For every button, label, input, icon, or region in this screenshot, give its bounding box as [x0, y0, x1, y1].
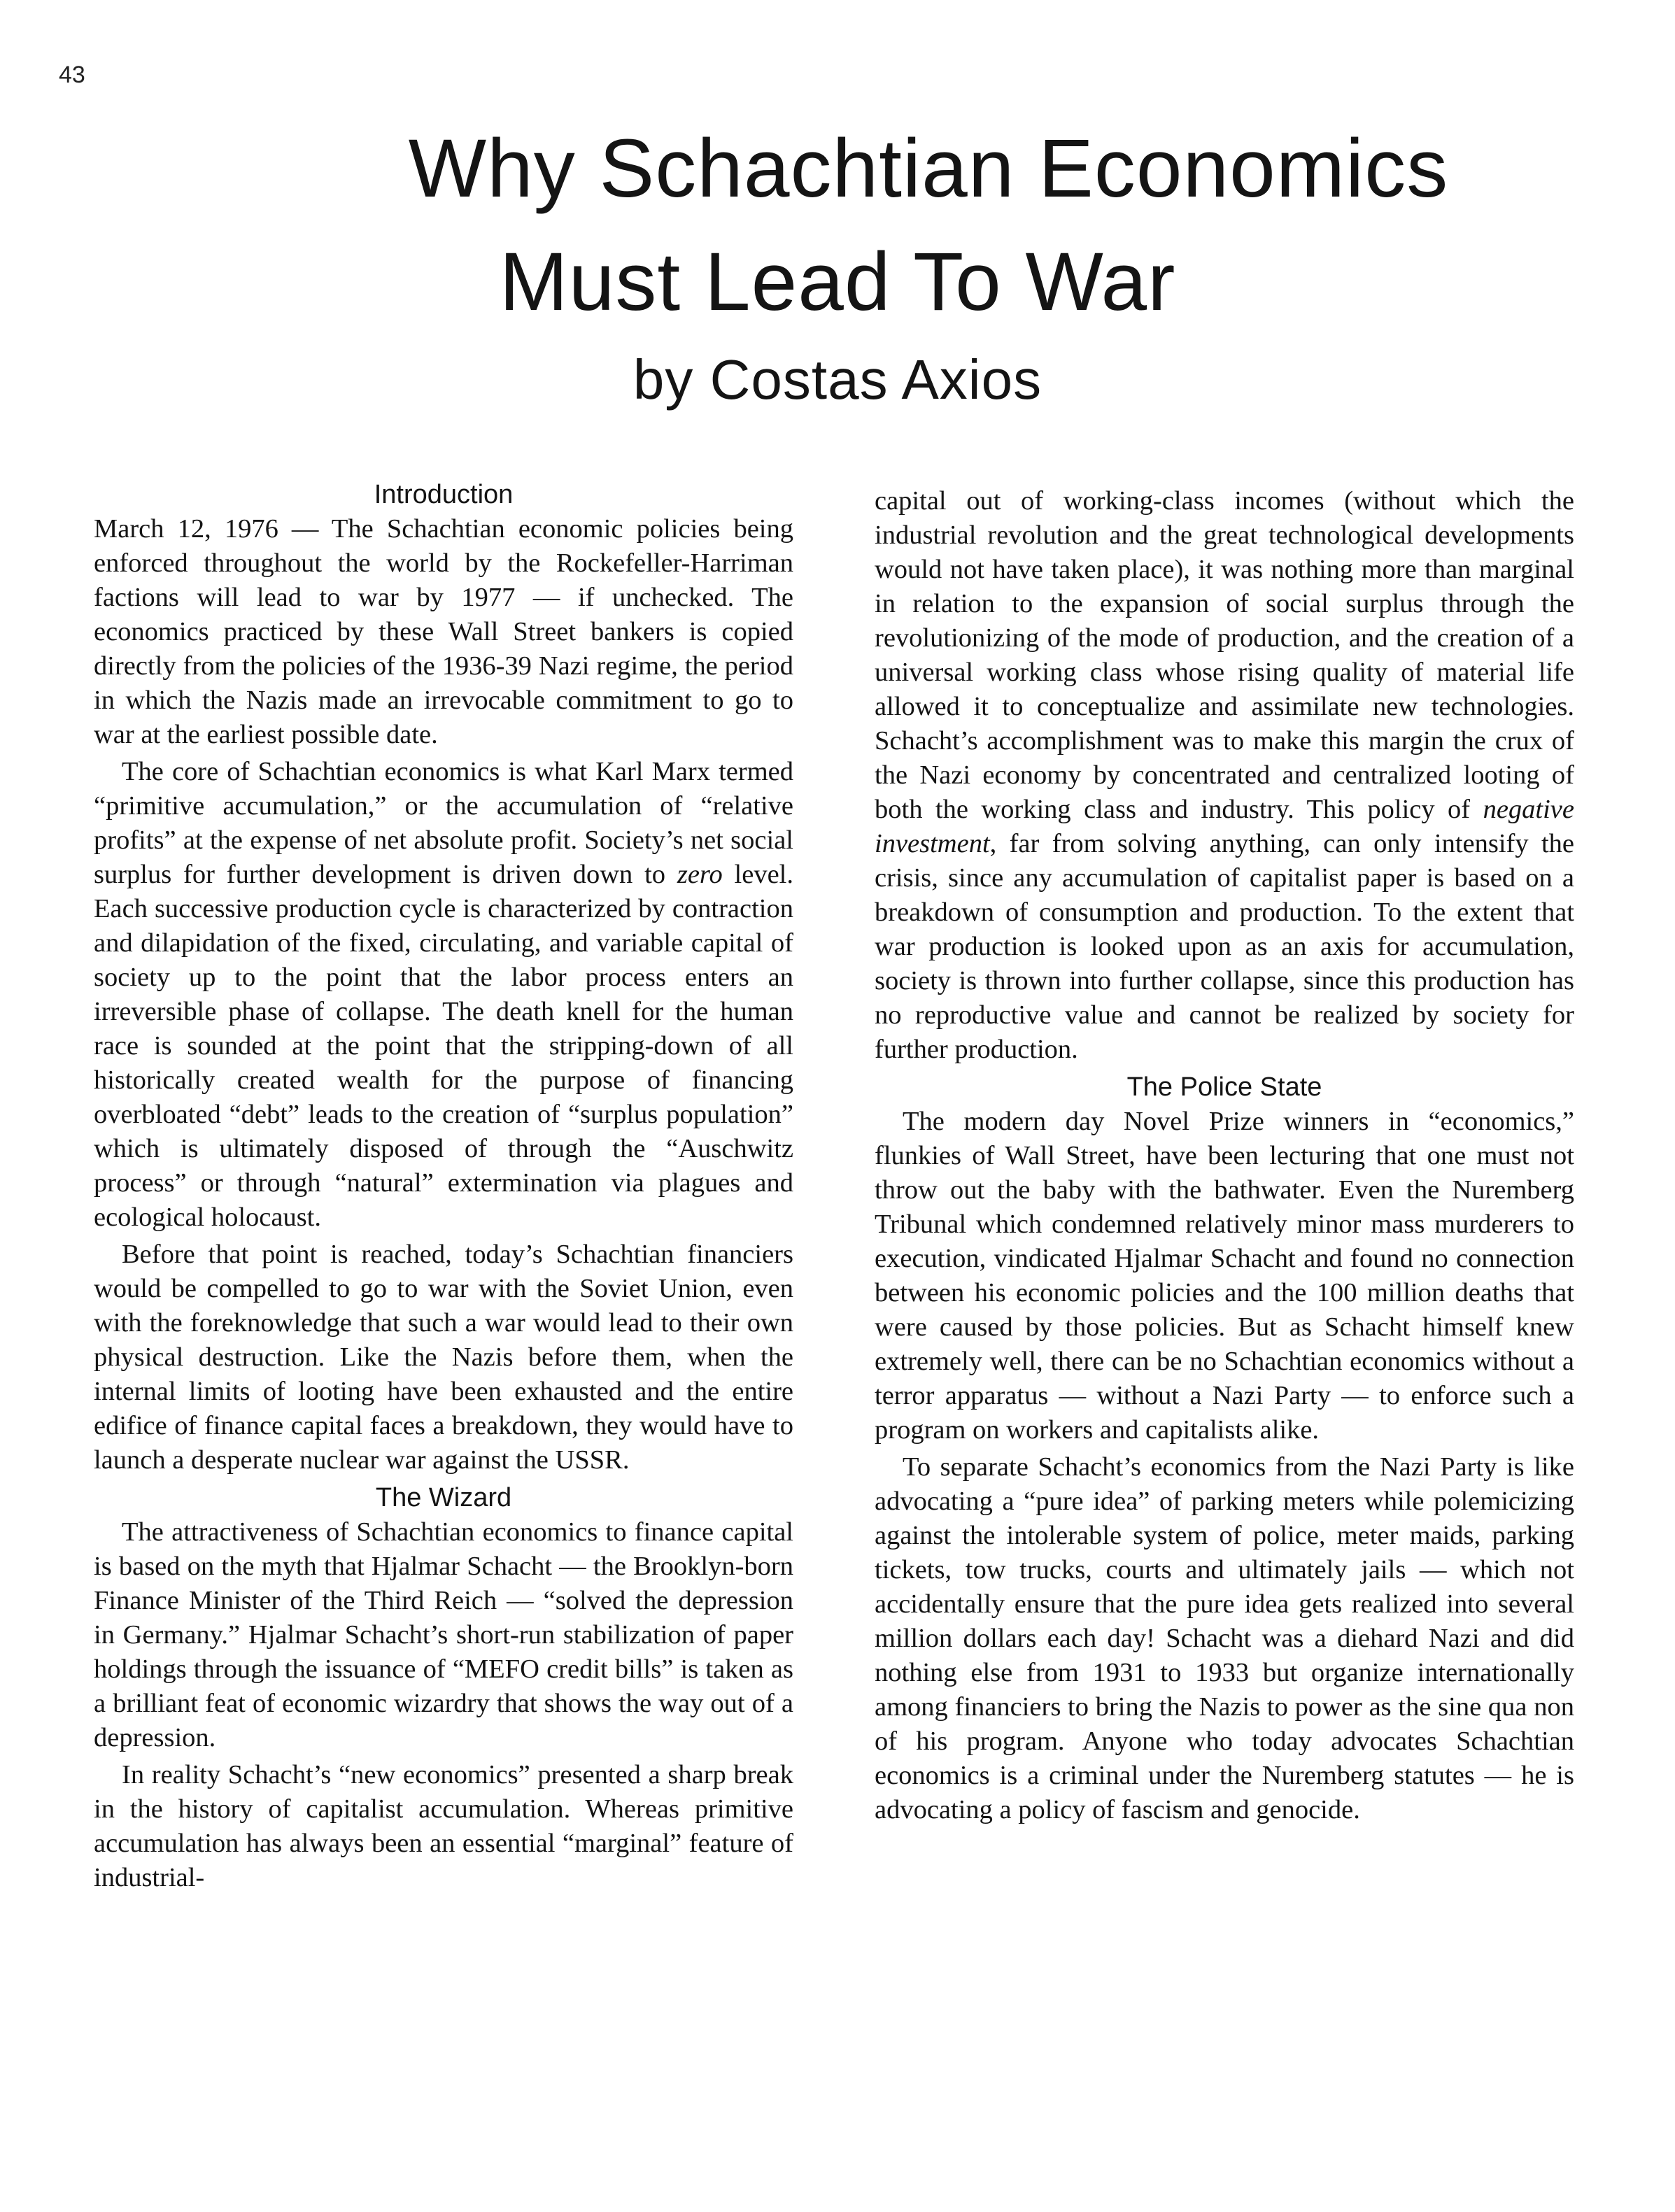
paragraph-text: The Schachtian economic policies being enforced throughout the world by the Rockefeller-Harriman factions will lead to war by 1977 — if unchecked. The economics practiced by these Wall Street bankers is copied directly from the policies of the 1936-39 Nazi regime, the period in which the Nazis made an irrevocable commitment to go to war at the earliest possible date. [94, 514, 793, 749]
paragraph-text: capital out of working-class incomes (without which the industrial revolution and the great technological developments would not have taken place), it was nothing more than marginal in relation to the expansion of social surplus through the revolutionizing of the mode of production, and the creation of a universal working class whose rising quality of material life allowed it to conceptualize and assimilate new technologies. Schacht’s accomplishment was to make this margin the crux of the Nazi economy by concentrated and centralized looting of both the working class and industry. This policy of [875, 486, 1574, 824]
paragraph: In reality Schacht’s “new economics” presented a sharp break in the history of capitalist accumulation. Whereas primitive accumulation has always been an essential “marginal” feature of industrial- [94, 1760, 793, 1892]
right-column [875, 484, 1574, 1830]
article-byline: by Costas Axios [632, 348, 1043, 411]
section-heading-introduction: Introduction [374, 480, 514, 509]
page-number: 43 [59, 62, 85, 88]
paragraph-text: The core of Schachtian economics is what Karl Marx termed “primitive accumulation,” or the accumulation of “relative profits” at the expense of net absolute profit. Society’s net social surplus for further development is driven down to [94, 757, 793, 889]
paragraph [94, 755, 793, 1235]
emphasis-text: negative investment [875, 795, 1574, 858]
emphasis-text: zero [677, 860, 723, 889]
paragraph: Before that point is reached, today’s Schachtian financiers would be compelled to go to war with the Soviet Union, even with the foreknowledge that such a war would lead to their own physical destruction. Like the Nazis before them, when the internal limits of looting have been exhausted and the entire edifice of finance capital faces a breakdown, they would have to launch a desperate nuclear war against the USSR. [94, 1240, 793, 1475]
paragraph: The modern day Novel Prize winners in “economics,” flunkies of Wall Street, have been lecturing that one must not throw out the baby with the bathwater. Even the Nuremberg Tribunal which condemned relatively minor mass murderers to execution, vindicated Hjalmar Schacht and found no connection between his economic policies and the 100 million deaths that were caused by those policies. But as Schacht himself knew extremely well, there can be no Schachtian economics without a terror apparatus — without a Nazi Party — to enforce such a program on workers and capitalists alike. [875, 1107, 1574, 1445]
section-heading-the-wizard: The Wizard [375, 1483, 512, 1512]
left-column [94, 476, 793, 1898]
article-title-line-1: Why Schachtian Economics [408, 122, 1449, 215]
paragraph: To separate Schacht’s economics from the Nazi Party is like advocating a “pure idea” of parking meters while polemicizing against the intolerable system of police, meter maids, parking tickets, tow trucks, courts and ultimately jails — which not accidentally ensure that the pure idea gets realized into several million dollars each day! Schacht was a diehard Nazi and did nothing else from 1931 to 1933 but organize internationally among financiers to bring the Nazis to power as the sine qua non of his program. Anyone who today advocates Schachtian economics is a criminal under the Nuremberg statutes — he is advocating a policy of fascism and genocide. [875, 1452, 1574, 1824]
dateline: March 12, 1976 — [94, 514, 319, 544]
paragraph [94, 512, 793, 752]
article-header [0, 112, 1675, 418]
paragraph [875, 484, 1574, 1067]
article-title-line-2: Must Lead To War [499, 236, 1176, 328]
section-heading-the-police-state: The Police State [1126, 1072, 1322, 1102]
paragraph: The attractiveness of Schachtian economics to finance capital is based on the myth that Hjalmar Schacht — the Brooklyn-born Finance Minister of the Third Reich — “solved the depression in Germany.” Hjalmar Schacht’s short-run stabilization of paper holdings through the issuance of “MEFO credit bills” is taken as a brilliant feat of economic wizardry that shows the way out of a depression. [94, 1517, 793, 1752]
paragraph-text: level. Each successive production cycle is characterized by contraction and dilapidation of the fixed, circulating, and variable capital of society up to the point that the labor process enters an irreversible phase of collapse. The death knell for the human race is sounded at the point that the stripping-down of all historically created wealth for the purpose of financing overbloated “debt” leads to the creation of “surplus population” which is ultimately disposed of through the “Auschwitz process” or through “natural” extermination via plagues and ecological holocaust. [94, 860, 793, 1232]
paragraph-text: , far from solving anything, can only intensify the crisis, since any accumulation of capitalist paper is based on a breakdown of consumption and production. To the extent that war production is looked upon as an axis for accumulation, society is thrown into further collapse, since this production has no reproductive value and cannot be realized by society for further production. [875, 829, 1574, 1064]
